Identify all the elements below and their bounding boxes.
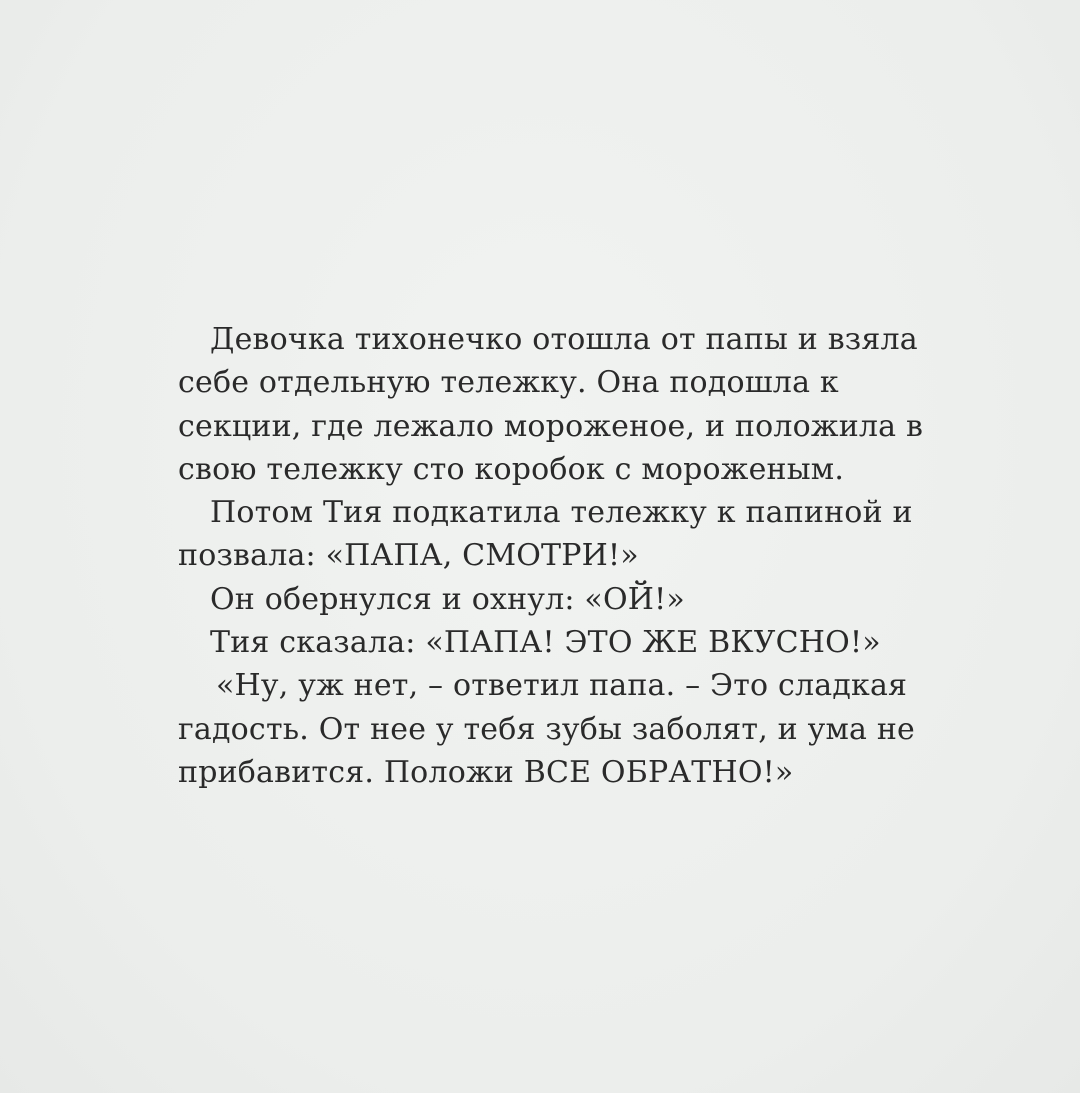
story-line: Тия сказала: «ПАПА! ЭТО ЖЕ ВКУСНО!» [210,625,881,661]
story-line: гадость. От нее у тебя зубы заболят, и ума не [178,711,915,747]
story-line: свою тележку сто коробок с мороженым. [178,451,845,487]
story-line: секции, где лежало мороженое, и положила в [178,408,924,444]
story-line: Потом Тия подкатила тележку к папиной и [210,495,913,531]
story-line: позвала: «ПАПА, СМОТРИ!» [178,538,639,574]
story-line: Он обернулся и охнул: «ОЙ!» [210,581,685,617]
story-line: прибавится. Положи ВСЕ ОБРАТНО!» [178,754,794,790]
story-line: себе отдельную тележку. Она подошла к [178,365,839,401]
story-text [178,318,924,794]
story-line: Девочка тихонечко отошла от папы и взяла [210,322,918,357]
story-line: «Ну, уж нет, – ответил папа. – Это сладкая [216,668,908,704]
